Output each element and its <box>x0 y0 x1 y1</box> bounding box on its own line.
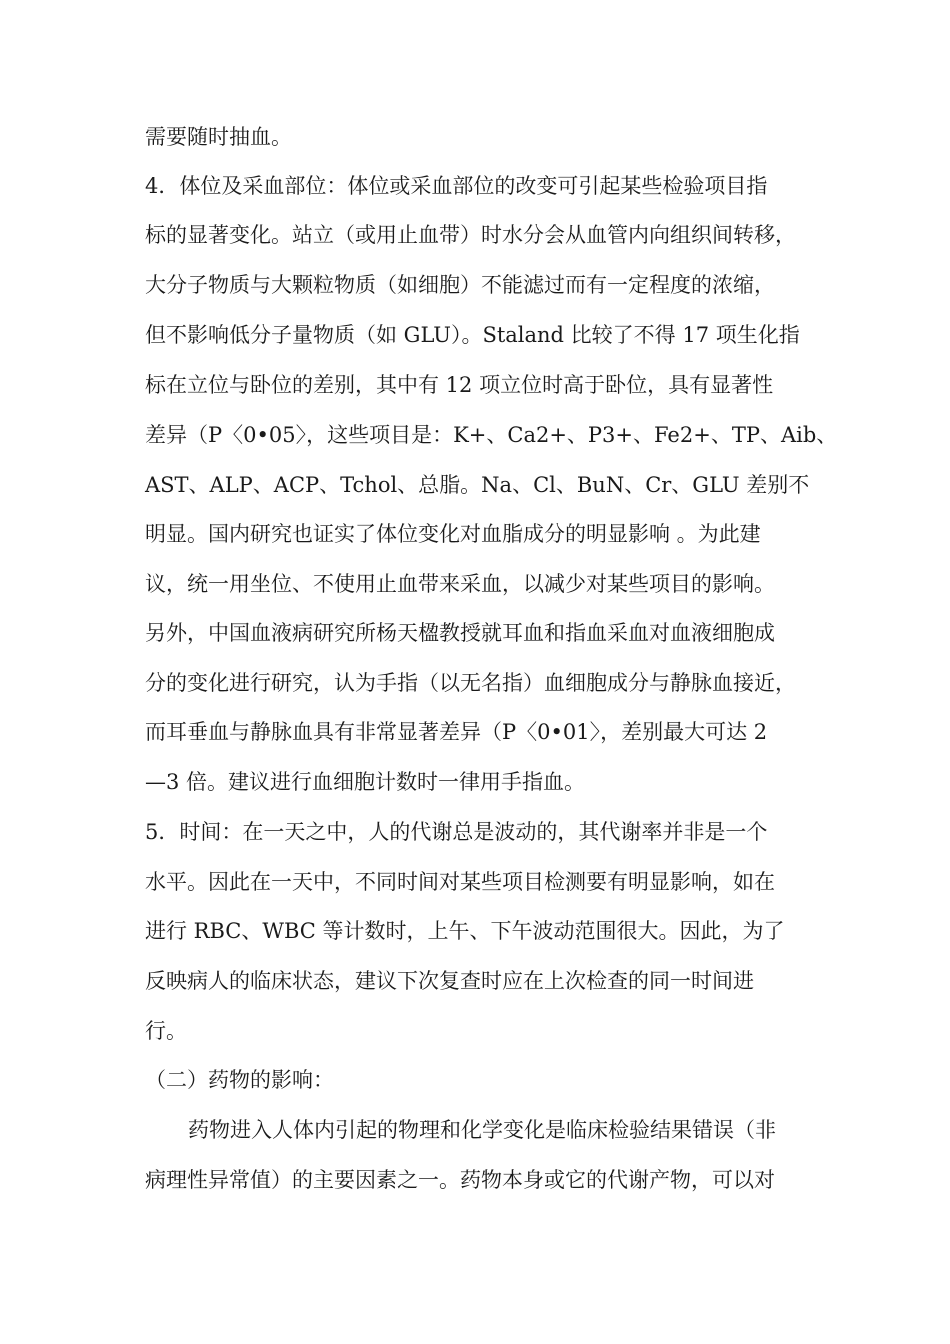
text-line: 标在立位与卧位的差别，其中有 12 项立位时高于卧位，具有显著性 <box>145 373 774 397</box>
text-line: —3 倍。建议进行血细胞计数时一律用手指血。 <box>145 770 586 794</box>
text-line: 但不影响低分子量物质（如 GLU）。Staland 比较了不得 17 项生化指 <box>145 323 800 347</box>
text-line: 大分子物质与大颗粒物质（如细胞）不能滤过而有一定程度的浓缩， <box>145 273 775 297</box>
text-line: 差异（P〈0•05〉，这些项目是：K+、Ca2+、P3+、Fe2+、TP、Aib、 <box>145 423 838 447</box>
text-line: 另外，中国血液病研究所杨天楹教授就耳血和指血采血对血液细胞成 <box>145 621 775 645</box>
text-line: 行。 <box>145 1019 187 1043</box>
text-line: 反映病人的临床状态，建议下次复查时应在上次检查的同一时间进 <box>145 969 754 993</box>
text-line: 分的变化进行研究，认为手指（以无名指）血细胞成分与静脉血接近， <box>145 671 796 695</box>
text-line: 议，统一用坐位、不使用止血带来采血，以减少对某些项目的影响。 <box>145 572 775 596</box>
text-line: 药物进入人体内引起的物理和化学变化是临床检验结果错误（非 <box>188 1118 776 1142</box>
text-line: AST、ALP、ACP、Tchol、总脂。Na、Cl、BuN、Cr、GLU 差别不 <box>145 473 810 497</box>
text-line: 5．时间：在一天之中，人的代谢总是波动的，其代谢率并非是一个 <box>145 820 768 844</box>
text-line: 需要随时抽血。 <box>145 125 292 149</box>
text-line: 标的显著变化。站立（或用止血带）时水分会从血管内向组织间转移， <box>145 223 796 247</box>
section-heading: （二）药物的影响： <box>145 1068 334 1092</box>
text-line: 而耳垂血与静脉血具有非常显著差异（P〈0•01〉，差别最大可达 2 <box>145 720 768 744</box>
text-line: 明显。国内研究也证实了体位变化对血脂成分的明显影响 。为此建 <box>145 522 761 546</box>
text-line: 4．体位及采血部位：体位或采血部位的改变可引起某些检验项目指 <box>145 174 768 198</box>
text-line: 水平。因此在一天中，不同时间对某些项目检测要有明显影响，如在 <box>145 870 775 894</box>
text-line: 病理性异常值）的主要因素之一。药物本身或它的代谢产物，可以对 <box>145 1168 775 1192</box>
text-line: 进行 RBC、WBC 等计数时，上午、下午波动范围很大。因此，为了 <box>145 919 785 943</box>
